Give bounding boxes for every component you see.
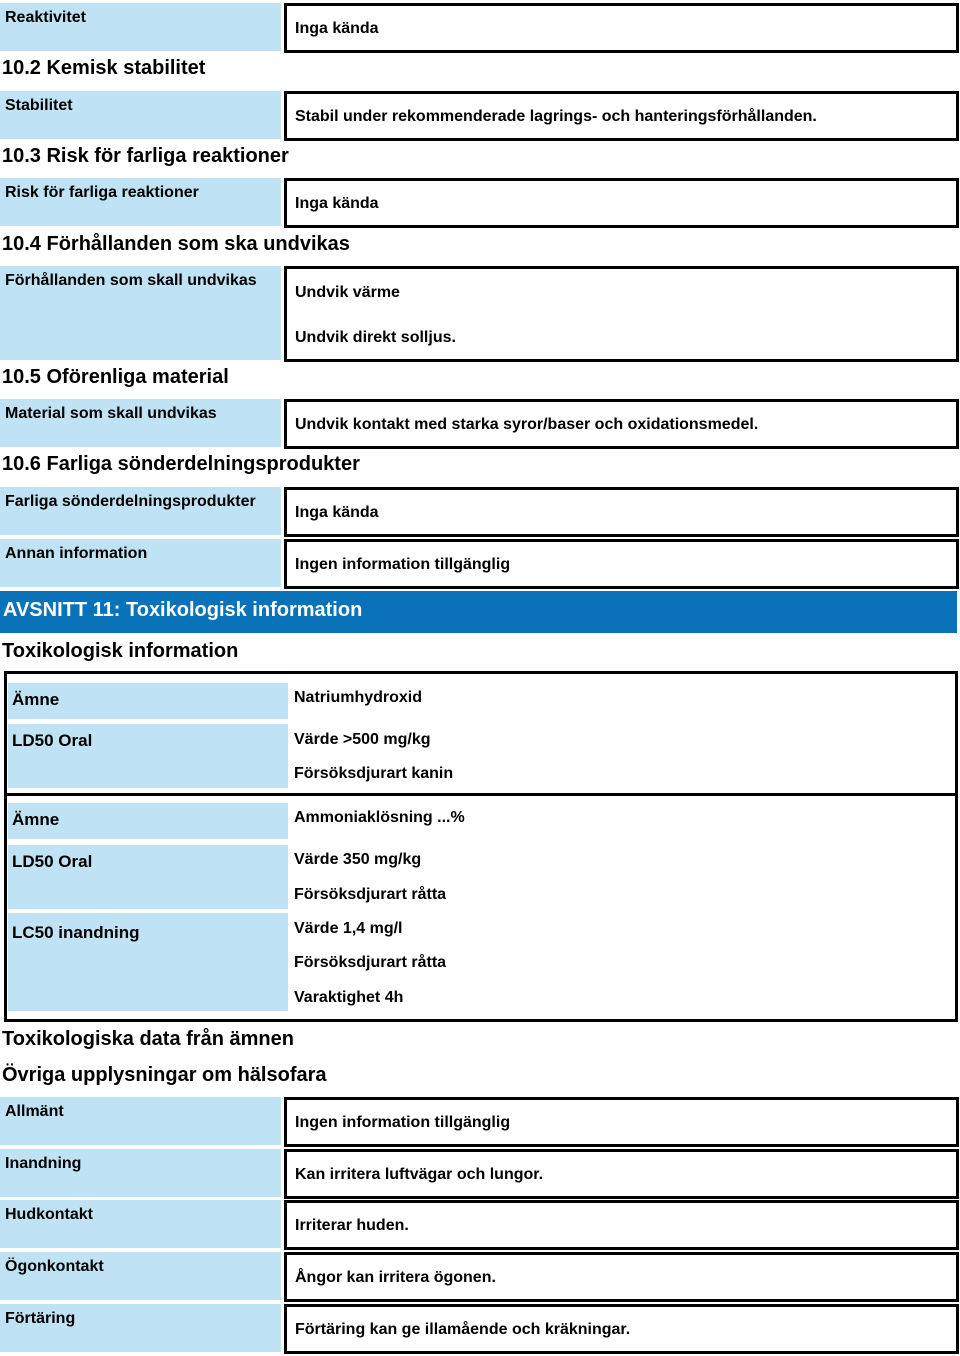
section-11-title: AVSNITT 11: Toxikologisk information [0, 591, 957, 633]
tox1-value: Värde >500 mg/kg [294, 731, 431, 748]
heading-10-2: 10.2 Kemisk stabilitet [2, 57, 206, 79]
materials-value: Undvik kontakt med starka syror/baser och oxidationsmedel. [284, 399, 959, 449]
tox2-value1: Värde 350 mg/kg [294, 851, 422, 868]
tox2-animal1: Försöksdjurart råtta [294, 886, 447, 903]
reactivity-label: Reaktivitet [0, 3, 281, 51]
tox2-substance-label: Ämne [8, 803, 288, 839]
conditions-value [284, 266, 959, 362]
heading-10-6: 10.6 Farliga sönderdelningsprodukter [2, 453, 360, 475]
tox2-test1-label: LD50 Oral [8, 845, 288, 909]
tox2-value2: Värde 1,4 mg/l [294, 920, 403, 937]
tox2-substance: Ammoniaklösning ...% [294, 809, 465, 826]
health-inhalation-value: Kan irritera luftvägar och lungor. [284, 1149, 959, 1199]
tox1-substance-label: Ämne [8, 683, 288, 719]
conditions-value-1: Undvik värme [295, 284, 400, 301]
tox1-animal: Försöksdjurart kanin [294, 765, 454, 782]
conditions-label: Förhållanden som skall undvikas [0, 266, 281, 360]
health-ingestion-label: Förtäring [0, 1304, 281, 1352]
tox2-test2-label: LC50 inandning [8, 913, 288, 1011]
health-general-label: Allmänt [0, 1097, 281, 1145]
health-eye-label: Ögonkontakt [0, 1252, 281, 1300]
stability-value: Stabil under rekommenderade lagrings- och hanteringsförhållanden. [284, 91, 959, 141]
materials-label: Material som skall undvikas [0, 399, 281, 447]
tox2-animal2: Försöksdjurart råtta [294, 954, 447, 971]
tox2-duration: Varaktighet 4h [294, 989, 404, 1006]
health-eye-value: Ångor kan irritera ögonen. [284, 1252, 959, 1302]
heading-10-4: 10.4 Förhållanden som ska undvikas [2, 233, 350, 255]
health-ingestion-value: Förtäring kan ge illamående och kräkningar. [284, 1304, 959, 1354]
heading-10-3: 10.3 Risk för farliga reaktioner [2, 145, 289, 167]
hazard-label: Risk för farliga reaktioner [0, 178, 281, 226]
health-skin-value: Irriterar huden. [284, 1200, 959, 1250]
hazard-value: Inga kända [284, 178, 959, 228]
other-value: Ingen information tillgänglig [284, 539, 959, 589]
other-label: Annan information [0, 539, 281, 587]
decomp-label: Farliga sönderdelningsprodukter [0, 487, 281, 535]
heading-health: Övriga upplysningar om hälsofara [2, 1064, 327, 1086]
health-skin-label: Hudkontakt [0, 1200, 281, 1248]
tox1-substance: Natriumhydroxid [294, 689, 423, 706]
heading-tox-data: Toxikologiska data från ämnen [2, 1028, 294, 1050]
tox1-test-label: LD50 Oral [8, 724, 288, 788]
health-inhalation-label: Inandning [0, 1149, 281, 1197]
stability-label: Stabilitet [0, 91, 281, 139]
reactivity-value: Inga kända [284, 3, 959, 53]
decomp-value: Inga kända [284, 487, 959, 537]
heading-10-5: 10.5 Oförenliga material [2, 366, 229, 388]
conditions-value-2: Undvik direkt solljus. [295, 329, 456, 346]
tox-subtitle: Toxikologisk information [2, 640, 239, 662]
health-general-value: Ingen information tillgänglig [284, 1097, 959, 1147]
